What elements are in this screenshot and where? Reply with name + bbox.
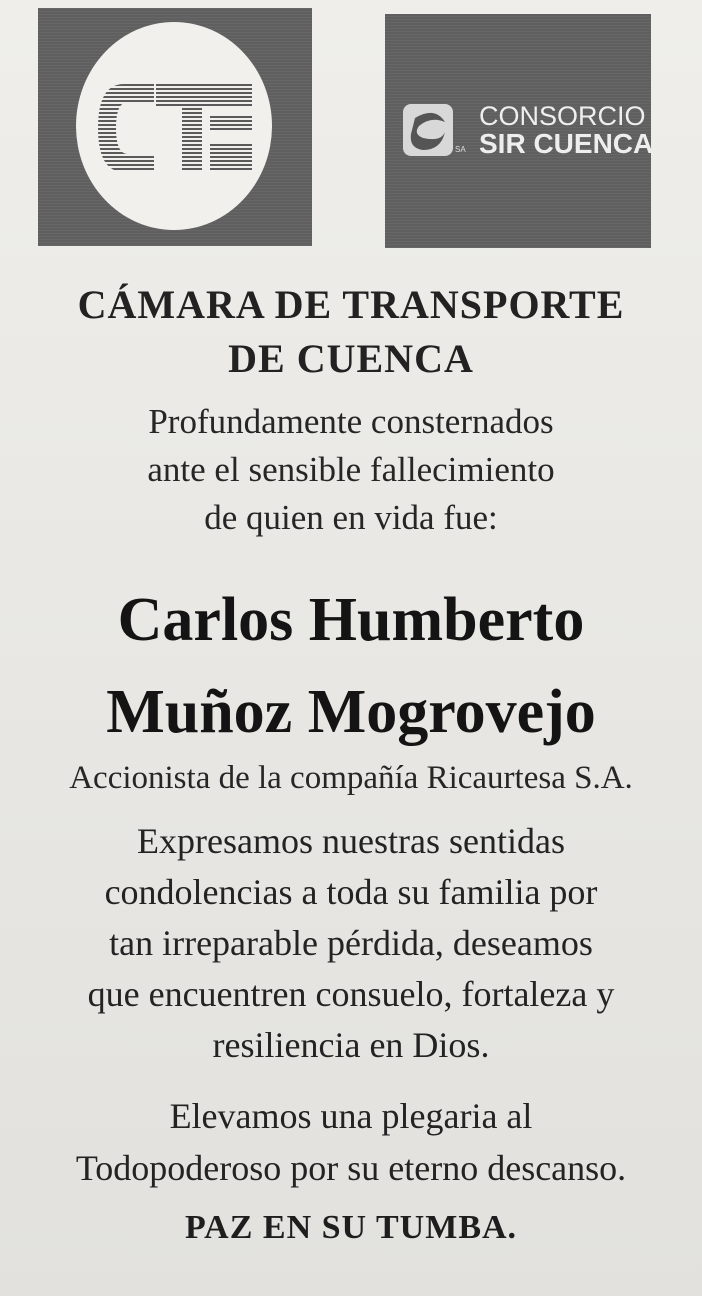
sir-logo-line2: SIR CUENCA — [479, 128, 654, 159]
intro-line3: de quien en vida fue: — [204, 498, 498, 537]
sir-logo-line1: CONSORCIO — [479, 101, 646, 131]
condolences-line3: tan irreparable pérdida, deseamos — [109, 923, 593, 963]
condolences-line2: condolencias a toda su familia por — [104, 872, 598, 912]
organization-line2: DE CUENCA — [228, 336, 474, 381]
intro-line1: Profundamente consternados — [148, 402, 554, 441]
ct-logo — [38, 8, 312, 246]
prayer-line2: Todopoderoso por su eterno descanso. — [75, 1148, 627, 1188]
prayer-text — [0, 1090, 702, 1194]
prayer-line1: Elevamos una plegaria al — [169, 1096, 533, 1136]
condolences-line4: que encuentren consuelo, fortaleza y — [87, 974, 615, 1014]
intro-line2: ante el sensible fallecimiento — [147, 450, 555, 489]
deceased-line2: Muñoz Mogrovejo — [106, 678, 596, 746]
organization-name — [0, 278, 702, 386]
deceased-role: Accionista de la compañía Ricaurtesa S.A. — [69, 760, 633, 796]
sir-cuenca-logo — [385, 14, 654, 248]
condolences-text — [0, 816, 702, 1071]
sir-logo-text — [479, 102, 653, 158]
intro-text — [0, 398, 702, 542]
deceased-line1: Carlos Humberto — [117, 586, 585, 654]
closing-text: PAZ EN SU TUMBA. — [184, 1209, 518, 1246]
ct-logo-icon — [94, 80, 256, 176]
condolences-line1: Expresamos nuestras sentidas — [137, 821, 565, 861]
svg-text:SA: SA — [455, 145, 466, 154]
condolences-line5: resiliencia en Dios. — [212, 1025, 490, 1065]
sir-logo-icon — [401, 102, 471, 162]
organization-line1: CÁMARA DE TRANSPORTE — [77, 282, 625, 327]
deceased-name — [0, 574, 702, 758]
